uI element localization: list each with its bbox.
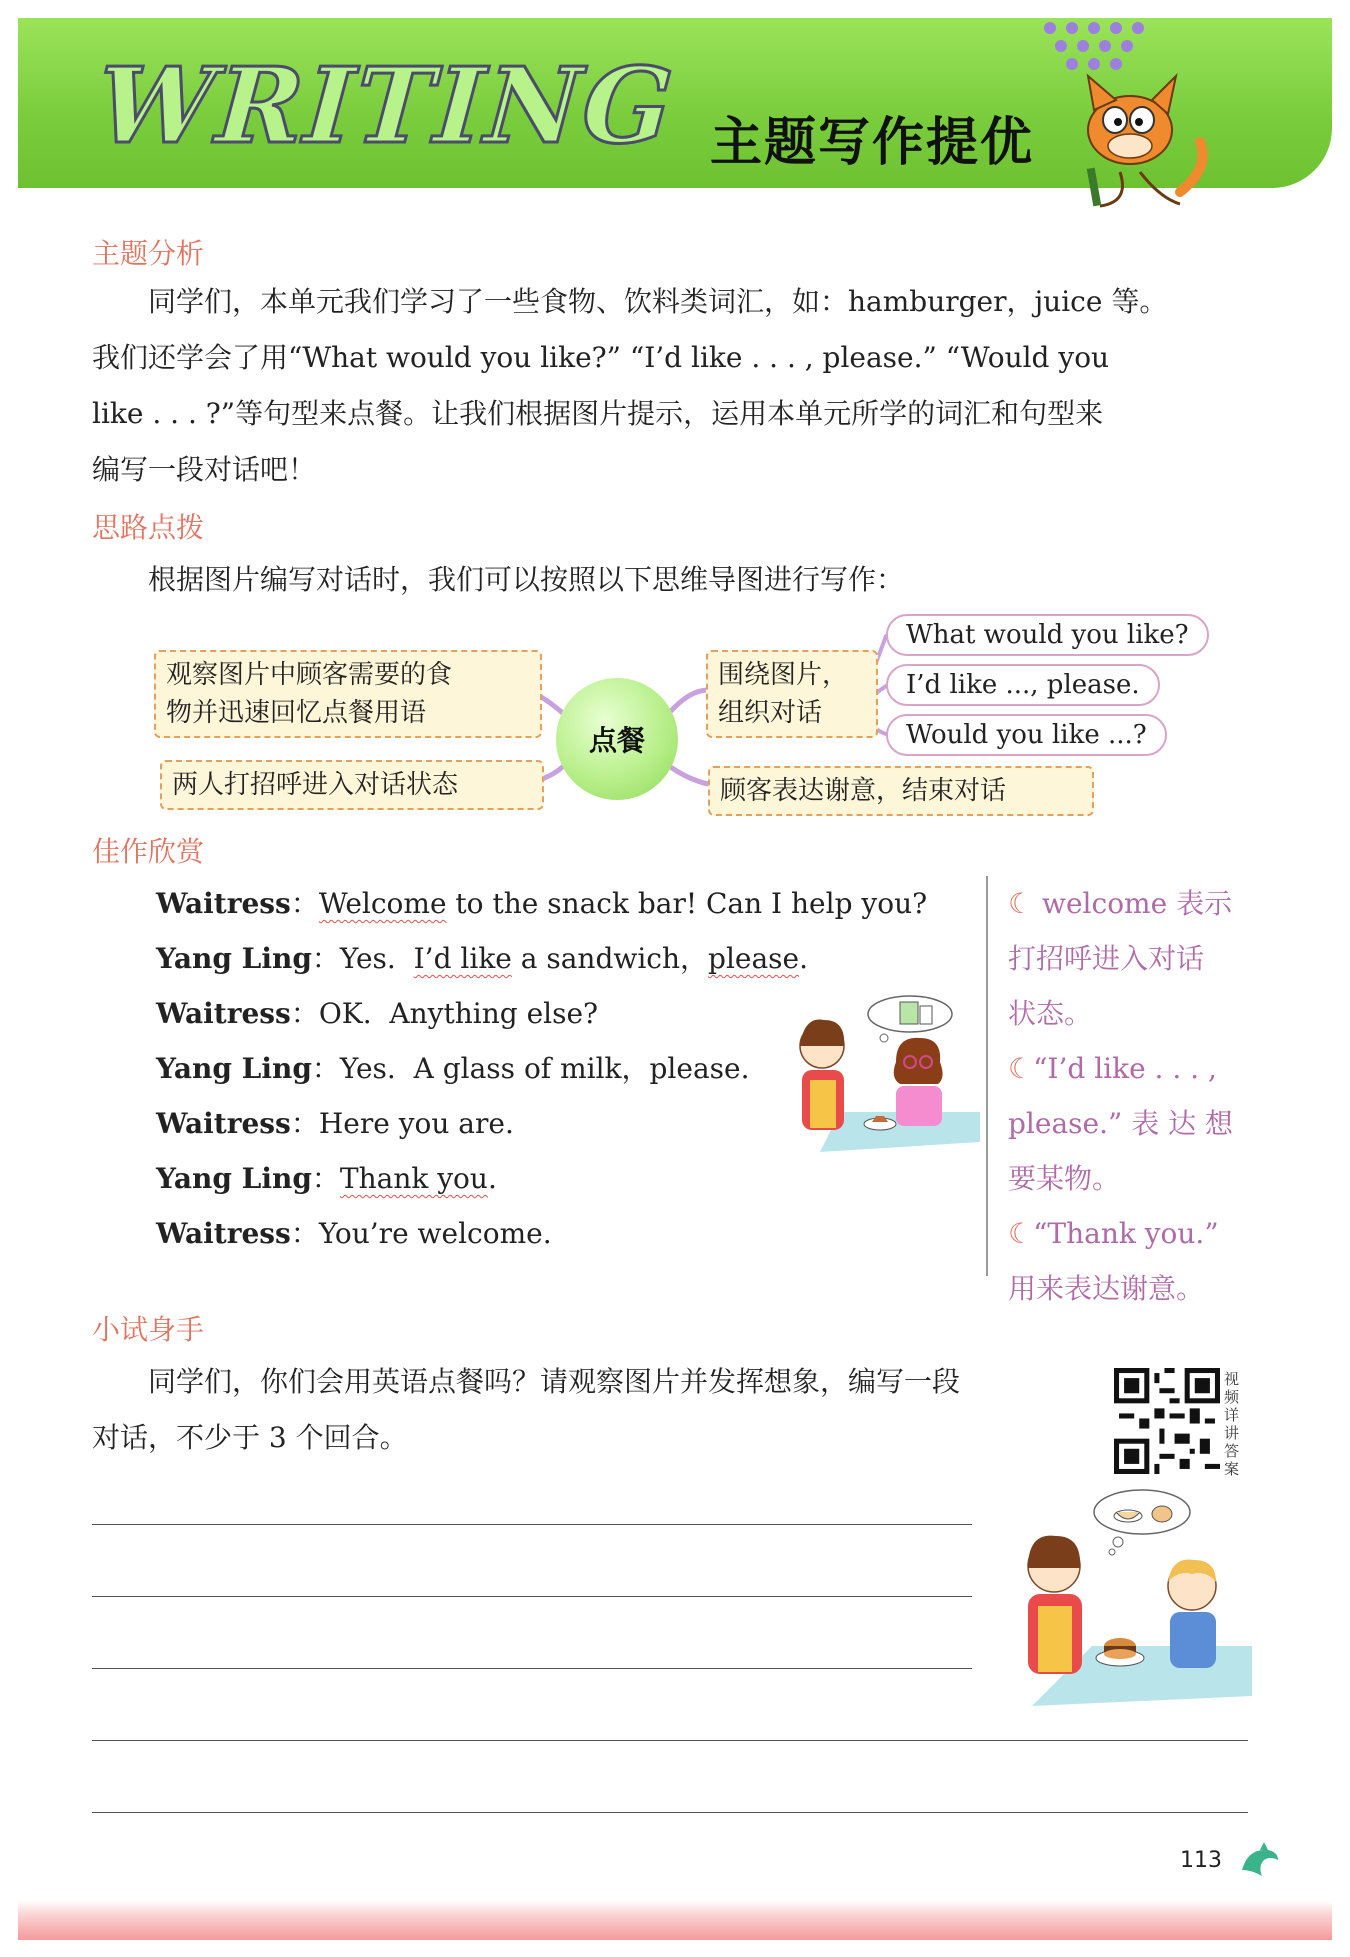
answer-line[interactable] — [92, 1524, 972, 1525]
qr-label: 视频详讲答案 — [1224, 1370, 1240, 1478]
answer-line[interactable] — [92, 1668, 972, 1669]
dialogue-line: Waitress：Welcome to the snack bar! Can I help you? — [156, 887, 928, 920]
mindmap-node-text: 物并迅速回忆点餐用语 — [166, 698, 427, 728]
dialogue-line: Yang Ling：Yes. I’d like a sandwich，please. — [156, 942, 809, 975]
footer-band — [18, 1900, 1332, 1940]
practice-line: 同学们，你们会用英语点餐吗？请观察图片并发挥想象，编写一段 — [148, 1365, 961, 1398]
mindmap-node-thanks: 顾客表达谢意，结束对话 — [708, 766, 1094, 816]
tips-intro: 根据图片编写对话时，我们可以按照以下思维导图进行写作： — [148, 563, 905, 596]
analysis-line: 编写一段对话吧！ — [92, 453, 317, 486]
dolphin-icon — [1238, 1840, 1282, 1880]
writing-title: WRITING — [93, 44, 679, 167]
mindmap-node-text: 观察图片中顾客需要的食 — [166, 660, 453, 690]
analysis-line: 同学们，本单元我们学习了一些食物、饮料类词汇，如：hamburger，juice 等。 — [148, 285, 1168, 318]
snack-bar-illustration-2 — [1002, 1486, 1252, 1706]
dialogue-line: Yang Ling：Thank you. — [156, 1162, 497, 1195]
mindmap-node-greeting: 两人打招呼进入对话状态 — [160, 760, 544, 810]
mindmap-node-observe — [154, 650, 542, 738]
mindmap-pill-id-like: I’d like ..., please. — [886, 664, 1160, 706]
practice-line: 对话，不少于 3 个回合。 — [92, 1421, 408, 1454]
notes-divider — [986, 876, 988, 1276]
section-title-practice: 小试身手 — [92, 1313, 205, 1346]
answer-line[interactable] — [92, 1740, 1248, 1741]
analysis-line: 我们还学会了用“What would you like?” “I’d like . . . , please.” “Would you — [92, 341, 1110, 374]
snack-bar-illustration-1 — [780, 992, 980, 1152]
page-title: 主题写作提优 — [710, 113, 1035, 173]
section-title-sample: 佳作欣赏 — [92, 835, 205, 868]
practice-paragraph — [92, 1354, 1092, 1466]
dialogue-line: Waitress：You’re welcome. — [156, 1217, 552, 1250]
answer-line[interactable] — [92, 1596, 972, 1597]
dialogue-line: Yang Ling：Yes. A glass of milk，please. — [156, 1052, 750, 1085]
answer-line[interactable] — [92, 1812, 1248, 1813]
mindmap-pill-would-you: Would you like ...? — [886, 714, 1167, 756]
section-title-analysis: 主题分析 — [92, 237, 205, 270]
mindmap-node-text: 围绕图片， — [718, 660, 849, 690]
note-thank-you: ☾“Thank you.” 用来表达谢意。 — [1008, 1217, 1219, 1305]
dialogue-line: Waitress：OK. Anything else? — [156, 997, 599, 1030]
mindmap-center: 点餐 — [556, 678, 678, 800]
dialogue-line: Waitress：Here you are. — [156, 1107, 514, 1140]
note-welcome: ☾ welcome 表示 打招呼进入对话 状态。 — [1008, 887, 1233, 1030]
moon-note-icon: ☾ — [1008, 1217, 1034, 1250]
note-id-like: ☾“I’d like . . . , please.” 表 达 想 要某物。 — [1008, 1052, 1233, 1195]
moon-note-icon: ☾ — [1008, 1052, 1034, 1085]
mindmap-node-text: 组织对话 — [718, 698, 823, 728]
mindmap-pill-what-would: What would you like? — [886, 614, 1209, 656]
section-title-tips: 思路点拨 — [92, 511, 205, 544]
page-number: 113 — [1180, 1848, 1222, 1873]
mindmap-node-organize — [706, 650, 878, 738]
qr-code-icon[interactable] — [1114, 1368, 1220, 1474]
analysis-line: like . . . ?”等句型来点餐。让我们根据图片提示，运用本单元所学的词汇和句型来 — [92, 397, 1104, 430]
moon-note-icon: ☾ — [1008, 887, 1034, 920]
